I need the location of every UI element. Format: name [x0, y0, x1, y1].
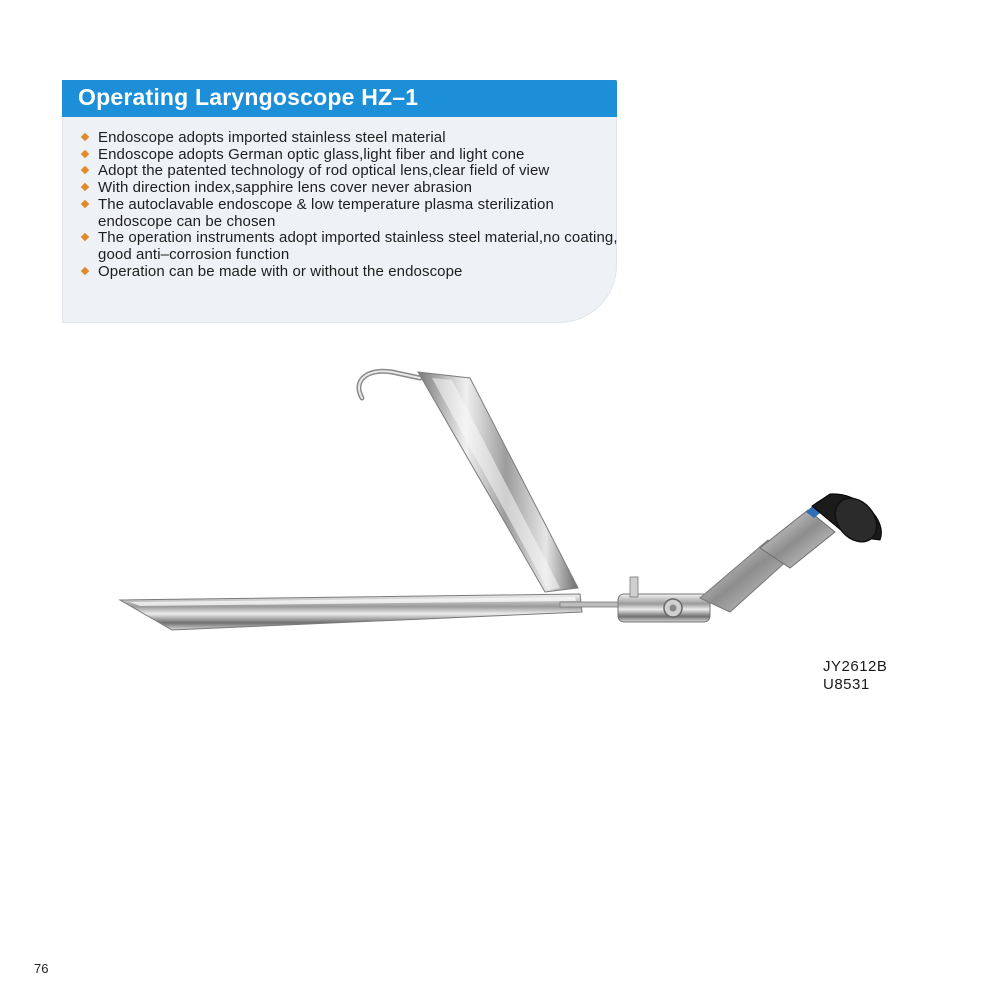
feature-text: Adopt the patented technology of rod optical lens,clear field of view: [98, 162, 550, 180]
model-code: JY2612B: [823, 658, 888, 675]
page-number: 76: [34, 961, 49, 976]
feature-text: Endoscope adopts imported stainless steel material: [98, 129, 446, 146]
feature-text: Endoscope adopts German optic glass,light fiber and light cone: [98, 145, 525, 163]
catalog-code: U8531: [823, 676, 870, 693]
feature-text: The operation instruments adopt imported stainless steel material,no coating, good anti–corrosion function: [98, 229, 618, 263]
product-title: Operating Laryngoscope HZ–1: [78, 84, 419, 110]
feature-text: With direction index,sapphire lens cover never abrasion: [98, 179, 473, 197]
feature-text: The autoclavable endoscope & low temperature plasma sterilization endoscope can be chosen: [98, 195, 554, 230]
feature-text: Operation can be made with or without the endoscope: [98, 262, 463, 280]
